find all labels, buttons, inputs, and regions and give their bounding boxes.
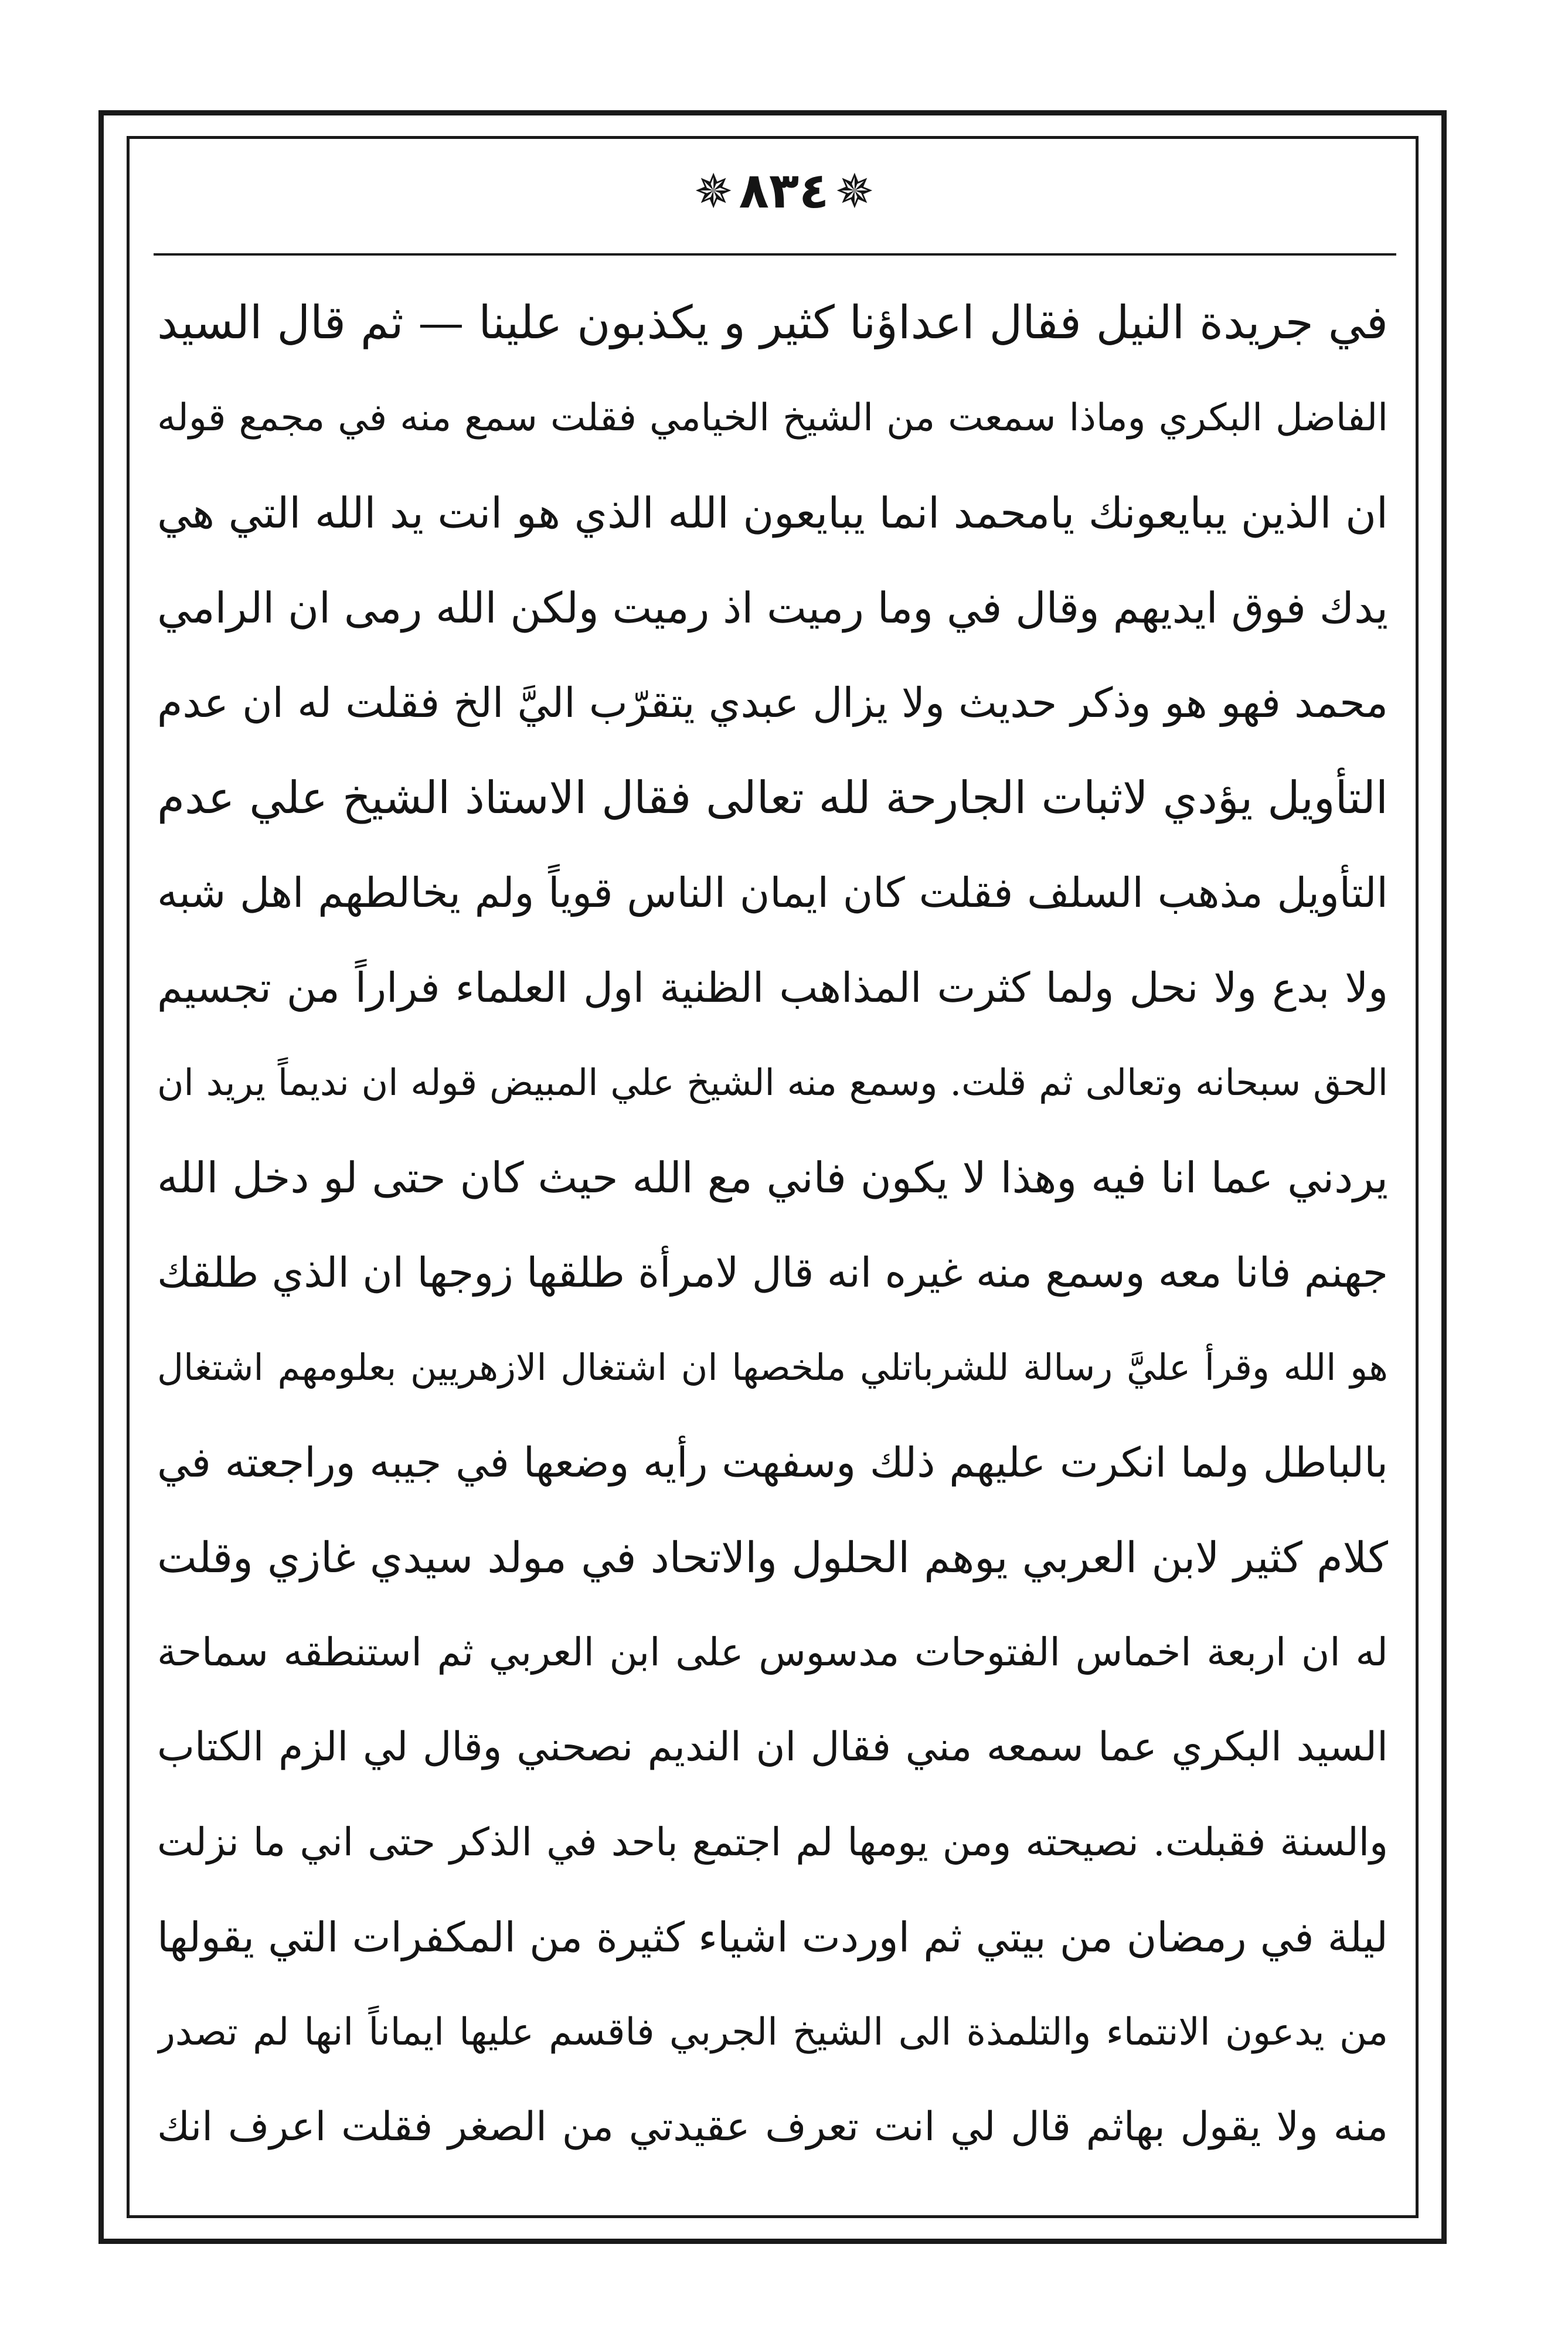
- text-line: له ان اربعة اخماس الفتوحات مدسوس على ابن العربي ثم استنطقه سماحة: [157, 1630, 1388, 1675]
- text-line: محمد فهو هو وذكر حديث ولا يزال عبدي يتقرّب اليَّ الخ فقلت له ان عدم: [157, 679, 1388, 727]
- text-line: ان الذين يبايعونك يامحمد انما يبايعون الله الذي هو انت يد الله التي هي: [157, 488, 1388, 538]
- text-line: التأويل مذهب السلف فقلت كان ايمان الناس قوياً ولم يخالطهم اهل شبه: [157, 869, 1388, 917]
- text-line: السيد البكري عما سمعه مني فقال ان النديم نصحني وقال لي الزم الكتاب: [157, 1724, 1388, 1770]
- ornament-right-icon: ✵: [693, 164, 733, 219]
- text-line: بالباطل ولما انكرت عليهم ذلك وسفهت رأيه وضعها في جيبه وراجعته في: [157, 1439, 1388, 1487]
- text-line: ولا بدع ولا نحل ولما كثرت المذاهب الظنية اول العلماء فراراً من تجسيم: [157, 964, 1388, 1012]
- text-line: من يدعون الانتماء والتلمذة الى الشيخ الجربي فاقسم عليها ايماناً انها لم تصدر: [157, 2011, 1388, 2054]
- text-line: التأويل يؤدي لاثبات الجارحة لله تعالى فقال الاستاذ الشيخ علي عدم: [157, 771, 1388, 824]
- ornament-left-icon: ✵: [835, 164, 875, 219]
- text-line: منه ولا يقول بهاثم قال لي انت تعرف عقيدتي من الصغر فقلت اعرف انك: [157, 2104, 1388, 2150]
- text-line: في جريدة النيل فقال اعداؤنا كثير و يكذبون علينا — ثم قال السيد: [157, 297, 1388, 349]
- page-header: [0, 158, 1568, 223]
- text-line: كلام كثير لابن العربي يوهم الحلول والاتحاد في مولد سيدي غازي وقلت: [157, 1533, 1388, 1582]
- text-line: جهنم فانا معه وسمع منه غيره انه قال لامرأة طلقها زوجها ان الذي طلقك: [157, 1249, 1388, 1297]
- text-line: يدك فوق ايديهم وقال في وما رميت اذ رميت ولكن الله رمى ان الرامي: [157, 583, 1388, 632]
- text-line: ليلة في رمضان من بيتي ثم اوردت اشياء كثيرة من المكفرات التي يقولها: [157, 1913, 1388, 1961]
- text-line: الفاضل البكري وماذا سمعت من الشيخ الخيامي فقلت سمع منه في مجمع قوله: [157, 396, 1388, 440]
- header-rule: [154, 253, 1396, 256]
- page-number: ٨٣٤: [739, 162, 829, 219]
- text-line: هو الله وقرأ عليَّ رسالة للشرباتلي ملخصها ان اشتغال الازهريين بعلومهم اشتغال: [157, 1346, 1388, 1389]
- text-body: [157, 276, 1388, 2175]
- text-line: الحق سبحانه وتعالى ثم قلت. وسمع منه الشيخ علي المبيض قوله ان نديماً يريد ان: [157, 1061, 1388, 1104]
- text-line: يردني عما انا فيه وهذا لا يكون فاني مع الله حيث كان حتى لو دخل الله: [157, 1153, 1388, 1202]
- text-line: والسنة فقبلت. نصيحته ومن يومها لم اجتمع باحد في الذكر حتى اني ما نزلت: [157, 1820, 1388, 1865]
